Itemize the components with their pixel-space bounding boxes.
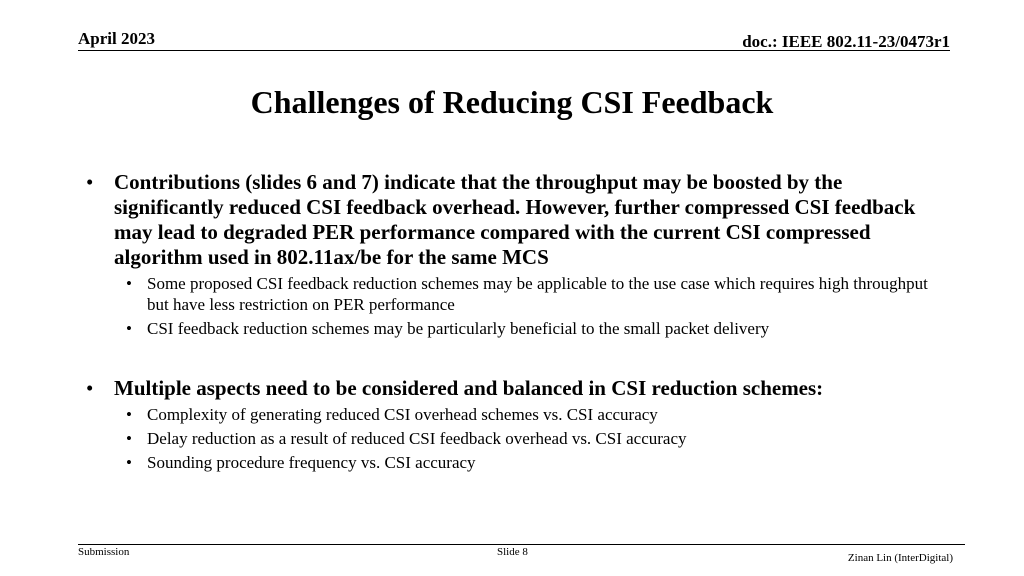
header-date: April 2023 [78, 29, 155, 48]
header-divider [78, 50, 950, 51]
sub-bullet-text: Complexity of generating reduced CSI overhead schemes vs. CSI accuracy [147, 405, 658, 424]
sub-bullet-text: Some proposed CSI feedback reduction schemes may be applicable to the use case which requires high throughput but have less restriction on PER performance [147, 274, 928, 314]
sub-bullet-item [86, 273, 946, 315]
bullet-item [86, 376, 946, 401]
sub-bullet-dot-icon: • [126, 429, 132, 448]
sub-bullet-dot-icon: • [126, 405, 132, 424]
sub-bullet-text: CSI feedback reduction schemes may be particularly beneficial to the small packet delivery [147, 319, 770, 338]
sub-bullet-dot-icon: • [126, 274, 132, 293]
bullet-dot-icon: • [86, 170, 94, 194]
bullet-dot-icon: • [86, 376, 94, 400]
header-doc-id: doc.: IEEE 802.11-23/0473r1 [742, 32, 950, 51]
bullet-text: Multiple aspects need to be considered and balanced in CSI reduction schemes: [114, 376, 824, 400]
sub-bullet-dot-icon: • [126, 319, 132, 338]
bullet-text: Contributions (slides 6 and 7) indicate that the throughput may be boosted by the significantly reduced CSI feedback overhead. However, further compressed CSI feedback may lead to degraded PER performance compared with the current CSI compressed algorithm used in 802.11ax/be for the same MCS [114, 170, 916, 269]
sub-bullet-item [86, 428, 946, 449]
sub-bullet-item [86, 452, 946, 473]
footer-slide-number: Slide 8 [497, 546, 528, 558]
bullet-item [86, 170, 946, 270]
footer-submission: Submission [78, 546, 130, 558]
footer-divider [78, 544, 965, 545]
sub-bullet-item [86, 318, 946, 339]
slide-body [86, 170, 946, 473]
sub-bullet-dot-icon: • [126, 453, 132, 472]
sub-bullet-text: Sounding procedure frequency vs. CSI accuracy [147, 453, 476, 472]
slide-title: Challenges of Reducing CSI Feedback [250, 84, 774, 120]
footer-author: Zinan Lin (InterDigital) [847, 552, 953, 564]
sub-bullet-item [86, 404, 946, 425]
sub-bullet-text: Delay reduction as a result of reduced CSI feedback overhead vs. CSI accuracy [147, 429, 687, 448]
